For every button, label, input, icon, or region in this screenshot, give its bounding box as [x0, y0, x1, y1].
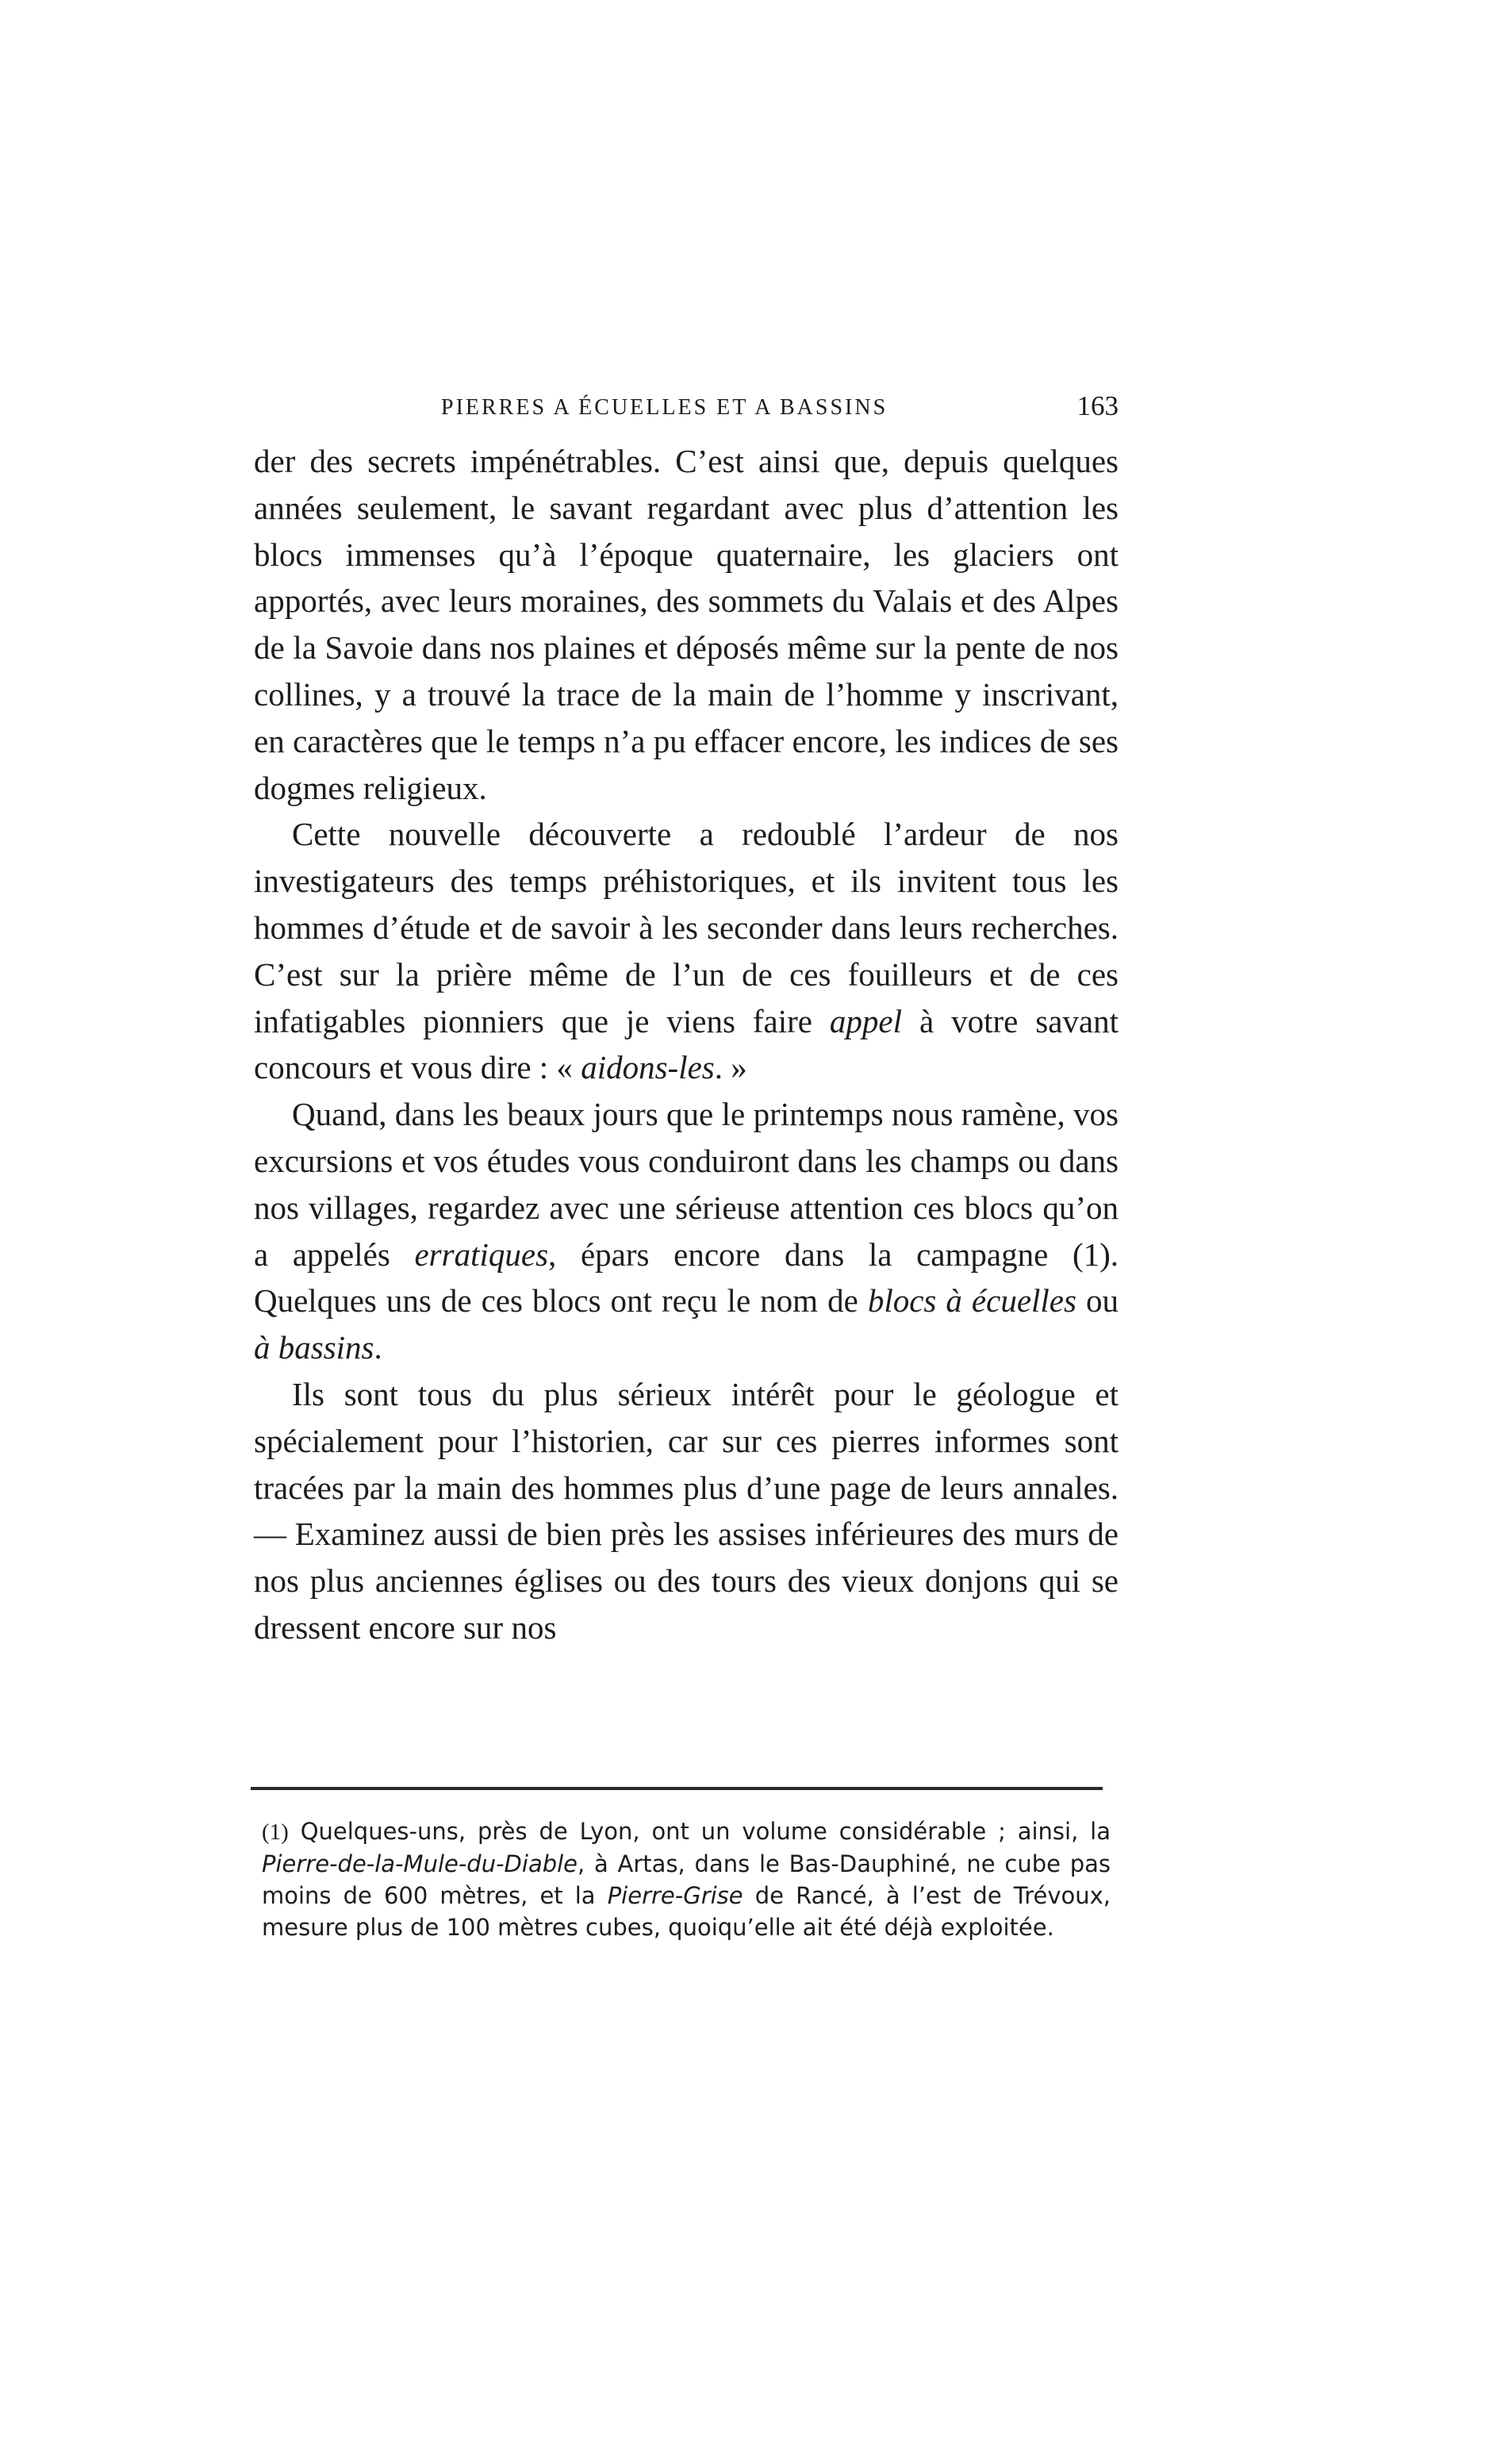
paragraph-1: der des secrets impénétrables. C’est ainsi que, depuis quelques années seulement, le savant regardant avec plus d’attention les blocs immenses qu’à l’époque quaternaire, les glaciers ont apportés, avec leurs moraines, des sommets du Valais et des Alpes de la Savoie dans nos plaines et déposés même sur la pente de nos collines, y a trouvé la trace de la main de l’homme y inscrivant, en caractères que le temps n’a pu effacer encore, les indices de ses dogmes religieux.	[254, 443, 1119, 806]
emphasis-a-bassins: à bassins	[254, 1329, 374, 1366]
emphasis-pierre-grise: Pierre-Grise	[607, 1882, 743, 1909]
paragraph-3	[254, 1091, 1119, 1371]
footnote-text-c: de Rancé, à l’est de Trévoux, mesure plus de 100 mètres cubes, quoiqu’elle ait été déjà exploitée.	[262, 1882, 1111, 1941]
footnote	[262, 1815, 1111, 1943]
paragraph-3-text-d: .	[374, 1329, 382, 1366]
emphasis-appel: appel	[829, 1002, 902, 1039]
footnote-divider	[251, 1787, 1103, 1790]
paragraph-2-text-b: à votre savant concours et vous dire : «	[254, 1002, 1119, 1086]
page-header	[254, 387, 1126, 427]
paragraph-3-text-b: , épars encore dans la campagne (1). Quelques uns de ces blocs ont reçu le nom de	[254, 1235, 1119, 1320]
emphasis-erratiques: erratiques	[414, 1235, 549, 1273]
paragraph-2-text-c: . »	[714, 1049, 747, 1086]
paragraph-2-text-a: Cette nouvelle découverte a redoublé l’ardeur de nos investigateurs des temps préhistoriques, et ils invitent tous les hommes d’étude et de savoir à les seconder dans leurs recherches. C’est sur la prière même de l’un de ces fouilleurs et de ces infatigables pionniers que je viens faire	[254, 816, 1119, 1039]
paragraph-3-text-c: ou	[1076, 1282, 1119, 1320]
paragraph-3-text-a: Quand, dans les beaux jours que le printemps nous ramène, vos excursions et vos études vous conduiront dans les champs ou dans nos villages, regardez avec une sérieuse attention ces blocs qu’on a appelés	[254, 1096, 1119, 1273]
emphasis-blocs-a-ecuelles: blocs à écuelles	[867, 1282, 1076, 1320]
paragraph-2	[254, 811, 1119, 1091]
running-title: PIERRES A ÉCUELLES ET A BASSINS	[441, 395, 888, 420]
page-number: 163	[1076, 390, 1119, 421]
footnote-1	[262, 1815, 1111, 1943]
footnote-marker: (1)	[262, 1819, 289, 1845]
body-text	[254, 438, 1119, 1651]
paragraph-4: Ils sont tous du plus sérieux intérêt pour le géologue et spécialement pour l’historien, car sur ces pierres informes sont tracées par la main des hommes plus d’une page de leurs annales. — Examinez aussi de bien près les assises inférieures des murs de nos plus anciennes églises ou des tours des vieux donjons qui se dressent encore sur nos	[254, 1375, 1119, 1646]
emphasis-aidons-les: aidons-les	[581, 1049, 715, 1086]
footnote-text-a: Quelques-uns, près de Lyon, ont un volume considérable ; ainsi, la	[288, 1818, 1111, 1845]
emphasis-pierre-de-la-mule-du-diable: Pierre-de-la-Mule-du-Diable	[262, 1850, 578, 1877]
footnote-text-b: , à Artas, dans le Bas-Dauphiné, ne cube pas moins de 600 mètres, et la	[262, 1850, 1111, 1909]
